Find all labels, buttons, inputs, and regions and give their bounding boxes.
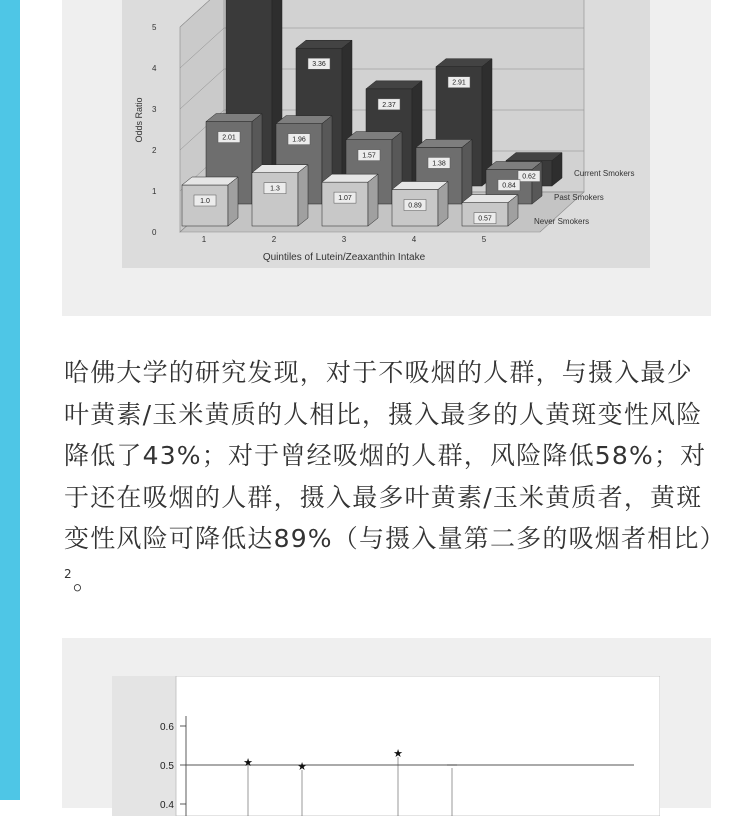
data-label: 0.62 xyxy=(522,173,536,181)
bar-side xyxy=(462,139,472,204)
significance-star: ★ xyxy=(297,761,307,773)
data-label: 1.96 xyxy=(292,136,306,144)
data-label: 2.37 xyxy=(382,101,396,109)
x-tick-label: 5 xyxy=(481,235,487,244)
footnote-ref[interactable]: 2 xyxy=(64,566,73,581)
article-end-mark: 。 xyxy=(72,565,100,595)
x-tick-label: 4 xyxy=(411,235,417,244)
data-label: 0.84 xyxy=(502,182,516,190)
y-axis-label: Odds Ratio xyxy=(134,97,144,143)
data-label: 0.57 xyxy=(478,215,492,223)
series-label: Never Smokers xyxy=(534,217,590,226)
eye-visit-figure xyxy=(112,676,660,816)
eye-visit-chart xyxy=(112,676,660,816)
data-label: 1.0 xyxy=(200,198,210,205)
data-label: 1.57 xyxy=(362,152,376,160)
figure-card-1 xyxy=(62,0,711,316)
side-accent-bar xyxy=(0,0,20,800)
series-label: Past Smokers xyxy=(554,193,604,202)
data-label: 1.3 xyxy=(270,185,280,193)
y-tick-label: 0.4 xyxy=(160,800,174,811)
x-tick-label: 1 xyxy=(201,235,207,244)
bar-side xyxy=(228,177,238,226)
y-tick-label: 0 xyxy=(152,228,157,237)
series-label: Current Smokers xyxy=(574,169,635,178)
data-label: 1.38 xyxy=(432,160,446,168)
bar-side xyxy=(438,182,448,226)
y-tick-label: 2 xyxy=(152,146,157,155)
x-axis-label: Quintiles of Lutein/Zeaxanthin Intake xyxy=(262,252,426,263)
x-tick-label: 2 xyxy=(271,235,277,244)
bar-side xyxy=(368,174,378,226)
bar-front xyxy=(322,182,368,226)
y-tick-label: 3 xyxy=(152,105,157,114)
plot-frame xyxy=(176,676,660,816)
data-label: 1.07 xyxy=(338,195,352,203)
data-label: 2.01 xyxy=(222,134,236,142)
data-label: 2.91 xyxy=(452,79,466,87)
x-tick-label: 3 xyxy=(341,235,347,244)
significance-star: ★ xyxy=(243,757,253,769)
odds-ratio-chart xyxy=(122,0,650,268)
odds-ratio-figure xyxy=(122,0,650,268)
data-label: 0.89 xyxy=(408,202,422,210)
y-tick-label: 0.5 xyxy=(160,761,174,772)
data-label: 3.36 xyxy=(312,61,326,69)
bar-front xyxy=(252,173,298,226)
y-tick-label: 1 xyxy=(152,187,157,196)
figure-card-2 xyxy=(62,638,711,811)
significance-star: ★ xyxy=(393,748,403,760)
article-paragraph xyxy=(64,352,726,602)
y-tick-label: 5 xyxy=(152,23,157,32)
y-tick-label: 4 xyxy=(152,64,157,73)
y-tick-label: 0.6 xyxy=(160,722,174,733)
bar-side xyxy=(298,165,308,226)
article-text: 哈佛大学的研究发现，对于不吸烟的人群，与摄入最少叶黄素/玉米黄质的人相比，摄入最多的人黄斑变性风险降低了43%；对于曾经吸烟的人群，风险降低58%；对于还在吸烟的人群，摄入最多叶黄素/玉米黄质者，黄斑变性风险可降低达89%（与摄入量第二多的吸烟者相比） xyxy=(64,358,726,554)
